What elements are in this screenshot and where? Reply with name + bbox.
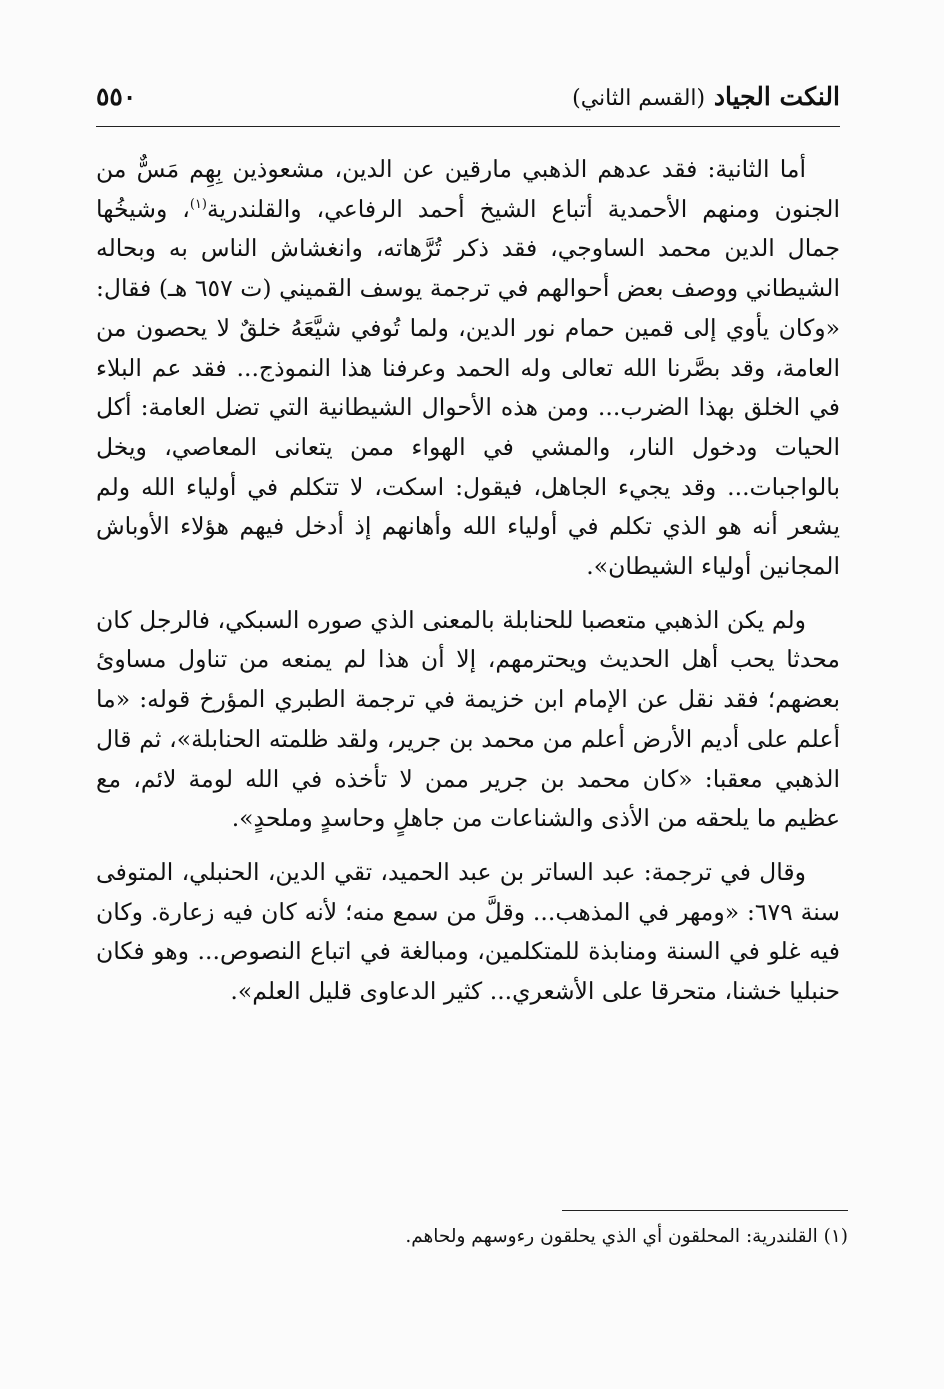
footnote-reference-1: (١) bbox=[189, 196, 207, 212]
footnote-1: (١) القلندرية: المحلقون أي الذي يحلقون رءوسهم ولحاهم. bbox=[405, 1226, 848, 1247]
page-number: ٥٥٠ bbox=[96, 82, 137, 111]
book-title-main: النكت الجياد bbox=[713, 82, 840, 111]
running-header bbox=[96, 80, 840, 122]
paragraph-3: وقال في ترجمة: عبد الساتر بن عبد الحميد، تقي الدين، الحنبلي، المتوفى سنة ٦٧٩: «ومهر في المذهب... وقلَّ من سمع منه؛ لأنه كان فيه زعارة. وكان فيه غلو في السنة ومنابذة للمتكلمين، ومبالغة في اتباع النصوص... وهو فكان حنبليا خشنا، متحرقا على الأشعري... كثير الدعاوى قليل العلم». bbox=[96, 857, 840, 1006]
paragraph-1-text-b: ، وشيخُها جمال الدين محمد الساوجي، فقد ذكر تُرَّهاته، وانغشاش الناس به وبحاله الشيطاني ووصف بعض أحوالهم في ترجمة يوسف القميني (ت ٦٥٧ هـ) فقال: «وكان يأوي إلى قمين حمام نور الدين، ولما تُوفي شيَّعَهُ خلقٌ لا يحصون من العامة، وقد بصَّرنا الله تعالى وله الحمد وعرفنا هذا النموذج... فقد عم البلاء في الخلق بهذا الضرب... ومن هذه الأحوال الشيطانية التي تضل العامة: أكل الحيات ودخول النار، والمشي في الهواء ممن يتعانى المعاصي، ويخل بالواجبات... وقد يجيء الجاهل، فيقول: اسكت، لا تتكلم في أولياء الله ولم يشعر أنه هو الذي تكلم في أولياء الله وأهانهم إذ أدخل فيهم هؤلاء الأوباش المجانين أولياء الشيطان». bbox=[96, 194, 840, 581]
book-title bbox=[572, 80, 840, 116]
header-rule bbox=[96, 126, 840, 127]
main-text bbox=[96, 150, 840, 1026]
paragraph-2: ولم يكن الذهبي متعصبا للحنابلة بالمعنى الذي صوره السبكي، فالرجل كان محدثا يحب أهل الحديث ويحترمهم، إلا أن هذا لم يمنعه من تناول مساوئ بعضهم؛ فقد نقل عن الإمام ابن خزيمة في ترجمة الطبري المؤرخ قوله: «ما أعلم على أديم الأرض أعلم من محمد بن جرير، ولقد ظلمته الحنابلة»، ثم قال الذهبي معقبا: «كان محمد بن جرير ممن لا تأخذه في الله لومة لائم، مع عظيم ما يلحقه من الأذى والشناعات من جاهلٍ وحاسدٍ وملحدٍ». bbox=[96, 605, 840, 833]
paragraph-1 bbox=[96, 150, 840, 587]
book-title-part: (القسم الثاني) bbox=[572, 86, 706, 111]
footnote-rule bbox=[562, 1210, 848, 1211]
paragraph-1-text-a: أما الثانية: فقد عدهم الذهبي مارقين عن الدين، مشعوذين بِهِم مَسٌّ من الجنون ومنهم الأحمدية أتباع الشيخ أحمد الرفاعي، والقلندرية bbox=[96, 155, 840, 223]
